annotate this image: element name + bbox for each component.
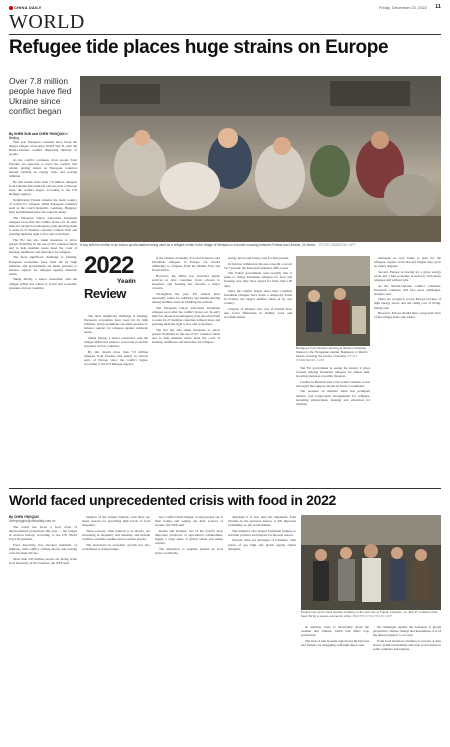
paragraph: The pressure on member states has prompted debates over longer-term arrangements for refugees, including employment, housing and education for children. <box>296 389 370 406</box>
photo-illustration <box>296 256 370 346</box>
paragraph: Overall, there are shortages of fertilizers, with prices of gas high and global supply chains disrupted. <box>228 538 296 551</box>
story1-column-3 <box>152 256 220 484</box>
paragraph: Although no way home is seen for the refugees, experts warn that aid fatigue may grow as winter deepens. <box>374 256 441 269</box>
photo-illustration <box>301 515 441 610</box>
paragraph: Those reasons, often referred to as drivers, are increasing in frequency and intensity, and include conflicts, extreme weather and economic shocks. <box>82 528 150 541</box>
paragraph: Second, Europe is bracing for a grave energy crisis and a fuel economic slowdown, with many refugees still without jobs. <box>374 269 441 282</box>
paragraph: If the food situation continues to worsen, it may lead to political instability and even social unrest in some countries and regions. <box>373 638 441 651</box>
story2-column-4 <box>228 515 296 741</box>
paragraph: The most significant challenge is funding. European economies have been hit by high inflation, and governments are under pressure to balance support for refugees against domestic needs. <box>84 314 148 335</box>
story2-column-1 <box>9 525 77 741</box>
byline-email[interactable]: chenyingqun@chinadaily.com.cn <box>9 519 56 523</box>
paragraph: how conflict feeds hunger, forcing people out of their homes and wiping out their sources of income, the WFP said. <box>155 515 223 528</box>
paragraph: The EU government is seeing the money it gives towards helping Ukrainian refugees for almost half, boosting pressures on public finances. <box>296 366 370 379</box>
review-label-review: Review <box>84 286 126 301</box>
paragraph: More than 345 million people are facing acute food insecurity in 82 countries, the WFP said. <box>9 556 77 565</box>
paragraph: at the Chinese Academy of Social Sciences, said Ukrainian refugees in Europe are treated differently to refugees from the Middle East and North Africa. <box>152 256 220 273</box>
year-in-review-logo <box>84 254 146 314</box>
photo-credit: PETER ZAWADZKI / AFP <box>319 243 356 247</box>
section-title: WORLD <box>9 11 85 33</box>
story1-column-4 <box>224 256 292 484</box>
paragraph: Since the conflict began, more than a million Ukrainian refugees have made a temporary home in Poland, the largest number taken in by any country. <box>224 289 292 306</box>
paragraph: In addition, there is uncertainty about the weather and climate, which will affect crop production. <box>301 625 369 638</box>
food-photo-caption <box>301 611 441 619</box>
paragraph: The most significant challenge is funding. European economies have been hit by high inflation, and governments are under pressure to balance support for refugees against domestic needs. <box>9 255 77 276</box>
story1-column-2 <box>84 314 148 485</box>
story2-column-3 <box>155 515 223 741</box>
paragraph: The Polish government said recently that it plans to charge Ukrainian refugees for food and housing once they have stayed for more than 120 days. <box>224 271 292 288</box>
food-queue-photo <box>301 515 441 610</box>
review-label-year: Year <box>117 278 131 285</box>
paragraph: In October inflation in the euro area hit a record 10.7 percent, the European Statistics Office said. <box>224 261 292 270</box>
story1-column-6-text <box>374 256 441 484</box>
story1-byline <box>9 132 77 140</box>
page-number: 11 <box>435 4 441 10</box>
date-line: Friday, December 23, 2022 <box>378 5 427 10</box>
story1-column-5 <box>296 366 370 484</box>
story-divider <box>9 488 441 489</box>
byline-text: By SHEN SUN and CHEN YINGQUN <box>9 132 65 136</box>
paragraph: However, Europe should take a long-term view of the refugee issue, she added. <box>374 311 441 320</box>
caption-text: People line up for food outside a bakery in the port city of Tripoli, Lebanon, on July 27. Lebanon has been hit by a severe economic crisis. <box>301 610 438 618</box>
caption-text: A boy with his mother in an indoor sports stadium being used as a refugee center in the village of Medyka on a border crossing between Poland and Ukraine, 24 March. <box>80 243 317 247</box>
paragraph: As the Russia-Ukraine conflict continues, European countries will face more challenges, analysts said. <box>374 283 441 296</box>
paragraph: Food insecurity has shocked hundreds of millions, with conflict, climate shocks and soaring costs the main drivers. <box>9 542 77 556</box>
photo-credit: IBRAHIM CHALHOUB / AFP <box>352 613 392 618</box>
story2-column-5 <box>301 625 369 741</box>
paragraph: As the conflict continues, more people from Ukraine are expected to leave the country this winter, putting strains on European countries already battling an energy crisis and soaring inflation. <box>9 157 77 179</box>
paragraph: The lack of rain in some regions has hit harvests and farmers are struggling with high input costs. <box>301 638 369 647</box>
review-year: 2022 <box>84 252 134 279</box>
refugee-center-photo <box>80 76 441 242</box>
paragraph: The disruption to supplies pushed up food prices worldwide. <box>155 546 223 555</box>
story1-deck: Over 7.8 million people have fled Ukraine since conflict began <box>9 76 72 116</box>
paragraph: The EU has also taken measures to allow greater flexibility in the use of EU cohesion funds and to help member states meet the costs of housing, healthcare and education for refugees. <box>9 237 77 254</box>
story2-column-6 <box>373 625 441 741</box>
logo-icon <box>9 6 13 10</box>
photo-credit: ATTILA KISBENEDEK / AFP <box>296 353 358 362</box>
paragraph: The EU has also taken measures to allow greater flexibility in the use of EU cohesion funds and to help member states meet the costs of housing, healthcare and education for refugees. <box>152 327 220 344</box>
paragraph: Although it is less than the shipments from Ukraine in the previous season, it still improves availability on the world market. <box>228 515 296 528</box>
byline-note: in Beijing <box>9 132 68 140</box>
budapest-station-photo <box>296 256 370 346</box>
refugee-photo-caption <box>80 243 441 247</box>
paragraph: The European Union welcomed Ukrainian refugees soon after the conflict broke out. In early March it adopted an emergency plan allowing them to enter its 27 member countries without visas and granting them the right to live and work there. <box>152 305 220 326</box>
paper-name: CHINA DAILY <box>14 5 42 10</box>
budapest-photo-caption <box>296 347 370 363</box>
paragraph: The European Union welcomed Ukrainian refugees soon after the conflict broke out. In early March it adopted an emergency plan allowing them to enter its 27 member countries without visas and granting them the right to live and work there. <box>9 215 77 236</box>
paragraph: Neighboring Poland remains the main country of arrival for refugees. Other European countries such as the Czech Republic, Germany, Hungary, Italy and Romania have also taken in many. <box>9 197 77 214</box>
paragraph: However, the influx has stretched public services in host countries, from schools to hospitals, and housing has become a major concern. <box>152 273 220 291</box>
story1-headline: Refugee tide places huge strains on Europe <box>9 37 389 58</box>
paragraph: The world has faced a food crisis of unprecedented proportions this year — the largest in modern history, according to the UN World Food Programme. <box>9 525 77 542</box>
paragraph: Throughout the year, EU leaders have repeatedly called for solidarity and burden-sharing among member states in handling the arrivals. <box>152 291 220 304</box>
photo-illustration <box>80 76 441 242</box>
story2-headline: World faced unprecedented crisis with food in 2022 <box>9 492 337 508</box>
paragraph: There are prospects across Europe because of high energy prices and the rising cost of living, Sheng said. <box>374 297 441 310</box>
paragraph: Russia and Ukraine, two of the world's most important producers of agricultural commodities, supply a large share of global wheat and maize exports. <box>155 528 223 546</box>
section-rule <box>9 34 441 35</box>
paragraph: Sheng Zhong, a senior researcher, said the refugee influx has added to social and economic pressures in host countries. <box>84 335 148 349</box>
paragraph: the challenges against the backdrop of global geopolitics, climate change and inequalities, it is of the utmost urgency to act now. <box>373 625 441 638</box>
paragraph: The slowdown in economic growth has also contributed to rising hunger. <box>82 542 150 551</box>
review-label-in: in <box>130 278 136 285</box>
paragraph: By this month more than 7.8 million refugees from Ukraine had settled in various parts of Europe since the conflict began, according to the UN Refugee Agency. <box>84 349 148 367</box>
paragraph: Sheng Zhong, a senior researcher, said the refugee influx has added to social and economic pressures in host countries. <box>9 277 77 290</box>
paragraph: energy prices and living costs for their people. <box>228 256 290 260</box>
paragraph: Citizens of Ukraine who stay in Poland have also faced difficulties in finding work and accommodation. <box>224 307 292 320</box>
paragraph: Leaders in Brussels said costs would continue to rise and urged that support should be better coordinated. <box>296 379 370 388</box>
byline-text: By CHEN YINGQUN <box>9 515 39 519</box>
paper-logo <box>9 5 41 10</box>
paragraph: nization of the United Nations, said there are many reasons for prevailing high levels of food insecurity. <box>82 515 150 528</box>
story2-byline <box>9 515 77 523</box>
paragraph: The initiative also helped Ukrainian farmers to sell their produce and prepare for the next season. <box>228 528 296 537</box>
story1-column-1 <box>9 140 77 484</box>
story2-column-2 <box>82 515 150 741</box>
paragraph: This year European countries have faced the largest refugee crisis since World War II, with the Russia-Ukraine conflict displacing millions of people. <box>9 140 77 157</box>
caption-text: Refugees from Ukraine arriving at Western Railway Station in the Hungarian capital, Budapest, in March, before crossing the border of Austria. <box>296 346 369 358</box>
paragraph: By this month more than 7.8 million refugees from Ukraine had settled in various parts of Europe since the conflict began, according to the UN Refugee Agency. <box>9 179 77 197</box>
